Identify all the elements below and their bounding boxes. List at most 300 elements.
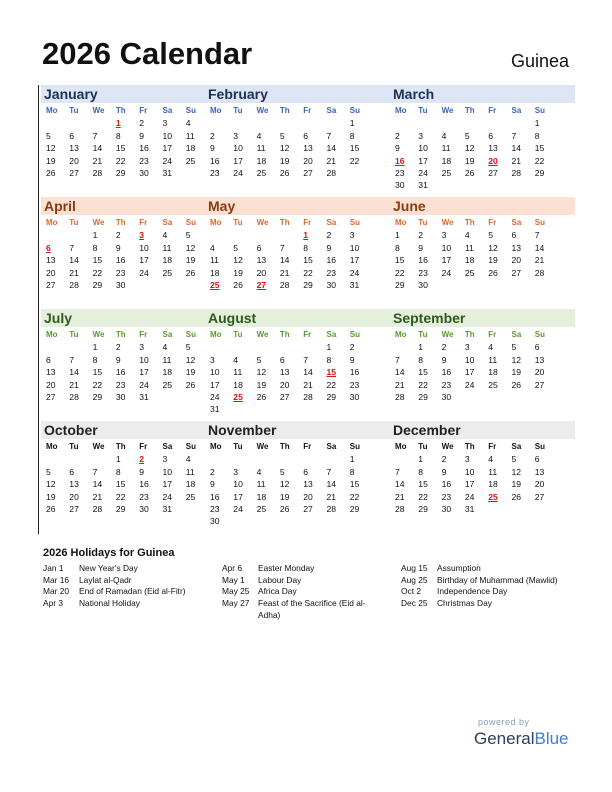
month-name: November — [205, 421, 390, 439]
weekday-label: We — [441, 330, 454, 339]
date-cell: 7 — [92, 466, 98, 477]
date-cell: 29 — [115, 503, 126, 514]
day-grid — [390, 105, 575, 192]
date-cell: 24 — [162, 155, 173, 166]
date-cell: 16 — [418, 255, 428, 266]
holiday-date-label: Jan 1 — [43, 563, 64, 573]
date-cell: 14 — [92, 143, 103, 154]
month-name: May — [205, 197, 390, 215]
holiday-item — [43, 575, 213, 587]
weekday-label: Mo — [46, 218, 58, 227]
date-cell: 20 — [303, 155, 313, 166]
weekday-label: Tu — [69, 106, 79, 115]
date-cell: 14 — [326, 143, 337, 154]
date-cell: 5 — [279, 466, 285, 477]
date-cell: 17 — [139, 255, 149, 266]
date-cell: 8 — [92, 242, 98, 253]
date-cell: 4 — [441, 130, 447, 141]
date-cell: 17 — [210, 379, 220, 390]
empty-cell — [393, 341, 416, 353]
empty-cell — [440, 117, 463, 129]
date-cell: 29 — [326, 391, 337, 402]
holiday-date: 2 — [139, 454, 144, 465]
holiday-date-label: Mar 16 — [43, 574, 70, 585]
date-cell: 27 — [511, 267, 522, 278]
date-cell: 3 — [162, 454, 168, 465]
day-grid — [390, 329, 575, 403]
date-cell: 24 — [464, 379, 475, 390]
date-cell: 7 — [303, 354, 308, 365]
weekday-label: Tu — [233, 442, 243, 451]
date-cell: 19 — [46, 155, 56, 166]
holiday-date: 3 — [139, 230, 144, 241]
holiday-date-label: Aug 25 — [401, 574, 428, 585]
date-cell: 16 — [441, 479, 452, 490]
date-cell: 24 — [139, 379, 149, 390]
date-cell: 3 — [464, 342, 470, 353]
holiday-name: National Holiday — [79, 598, 140, 609]
date-cell: 13 — [256, 255, 267, 266]
month-name: June — [390, 197, 575, 215]
date-cell: 20 — [511, 255, 522, 266]
date-cell: 12 — [233, 255, 243, 266]
date-cell: 26 — [46, 503, 56, 514]
date-cell: 13 — [511, 242, 522, 253]
day-grid — [41, 105, 205, 179]
date-cell: 15 — [534, 143, 545, 154]
date-cell: 11 — [185, 130, 195, 141]
holiday-item — [43, 598, 213, 610]
date-cell: 5 — [511, 342, 517, 353]
date-cell: 29 — [418, 391, 428, 402]
date-cell: 5 — [279, 130, 285, 141]
holiday-date-label: May 27 — [222, 598, 250, 609]
weekday-label: Su — [534, 218, 546, 227]
date-cell: 4 — [488, 342, 493, 353]
date-cell: 1 — [92, 342, 98, 353]
date-cell: 22 — [349, 155, 360, 166]
date-cell: 1 — [534, 118, 540, 129]
empty-cell — [255, 117, 278, 129]
date-cell: 31 — [464, 503, 475, 514]
weekday-label: Sa — [326, 218, 337, 227]
date-cell: 5 — [488, 230, 493, 241]
date-cell: 14 — [279, 255, 290, 266]
date-cell: 29 — [418, 503, 428, 514]
date-cell: 29 — [92, 391, 103, 402]
holiday-name: Labour Day — [258, 574, 302, 585]
date-cell: 26 — [279, 167, 290, 178]
date-cell: 14 — [69, 367, 79, 378]
month-name: September — [390, 309, 575, 327]
date-cell: 7 — [279, 242, 285, 253]
month-name: July — [41, 309, 205, 327]
date-cell: 22 — [92, 267, 103, 278]
date-cell: 1 — [418, 454, 424, 465]
date-cell: 12 — [46, 143, 56, 154]
quarter-row — [39, 421, 575, 533]
weekday-label: Sa — [162, 106, 173, 115]
date-cell: 23 — [210, 503, 220, 514]
date-cell: 17 — [441, 255, 452, 266]
date-cell: 2 — [326, 230, 332, 241]
date-cell: 7 — [395, 354, 400, 365]
holiday-item — [401, 586, 576, 598]
date-cell: 12 — [279, 143, 290, 154]
date-cell: 6 — [279, 354, 285, 365]
weekday-label: We — [92, 442, 105, 451]
empty-cell — [208, 117, 231, 129]
date-cell: 21 — [69, 379, 79, 390]
holiday-date-label: Mar 20 — [43, 586, 70, 597]
holiday-name: Africa Day — [258, 586, 297, 597]
date-cell: 22 — [326, 379, 337, 390]
date-cell: 26 — [464, 167, 475, 178]
date-cell: 18 — [256, 155, 267, 166]
holiday-name: Birthday of Muhammad (Mawlid) — [437, 574, 558, 585]
date-cell: 21 — [534, 255, 545, 266]
month-name: December — [390, 421, 575, 439]
weekday-label: Th — [279, 218, 290, 227]
date-cell: 15 — [92, 367, 103, 378]
weekday-label: Mo — [210, 106, 222, 115]
date-cell: 9 — [139, 466, 144, 477]
empty-cell — [416, 117, 439, 129]
date-cell: 4 — [256, 130, 262, 141]
weekday-label: Mo — [46, 442, 58, 451]
weekday-label: We — [441, 218, 454, 227]
date-cell: 9 — [115, 354, 121, 365]
date-cell: 30 — [210, 516, 220, 527]
date-cell: 20 — [279, 379, 290, 390]
holiday-date: 25 — [233, 391, 243, 402]
date-cell: 31 — [349, 279, 360, 290]
date-cell: 6 — [69, 130, 75, 141]
date-cell: 29 — [395, 279, 405, 290]
date-cell: 24 — [233, 167, 243, 178]
weekday-label: Mo — [46, 330, 58, 339]
date-cell: 14 — [511, 143, 522, 154]
date-cell: 1 — [326, 342, 332, 353]
date-cell: 5 — [185, 230, 191, 241]
weekday-label: We — [92, 106, 105, 115]
date-cell: 18 — [441, 155, 452, 166]
date-cell: 9 — [395, 143, 400, 154]
weekday-label: Mo — [210, 218, 222, 227]
date-cell: 12 — [511, 466, 522, 477]
date-cell: 5 — [511, 454, 517, 465]
empty-cell — [67, 341, 90, 353]
date-cell: 18 — [488, 479, 498, 490]
date-cell: 10 — [349, 242, 360, 253]
date-cell: 20 — [534, 479, 545, 490]
date-cell: 17 — [233, 491, 243, 502]
empty-cell — [208, 229, 231, 241]
weekday-label: Su — [349, 218, 361, 227]
date-cell: 29 — [92, 279, 103, 290]
date-cell: 25 — [162, 379, 173, 390]
date-cell: 11 — [162, 242, 172, 253]
date-cell: 8 — [349, 466, 355, 477]
date-cell: 8 — [115, 466, 121, 477]
weekday-label: Th — [279, 442, 290, 451]
weekday-label: Tu — [69, 442, 79, 451]
weekday-label: We — [256, 442, 269, 451]
date-cell: 14 — [326, 479, 337, 490]
month-name: October — [41, 421, 205, 439]
weekday-label: Su — [349, 106, 361, 115]
date-cell: 23 — [395, 167, 405, 178]
weekday-label: Th — [115, 330, 126, 339]
date-cell: 19 — [279, 491, 290, 502]
weekday-label: Sa — [326, 106, 337, 115]
date-cell: 18 — [162, 367, 173, 378]
date-cell: 30 — [326, 279, 337, 290]
date-cell: 16 — [115, 367, 126, 378]
date-cell: 21 — [326, 155, 337, 166]
date-cell: 24 — [162, 491, 173, 502]
date-cell: 19 — [279, 155, 290, 166]
date-cell: 11 — [210, 255, 219, 266]
date-cell: 3 — [233, 466, 239, 477]
date-cell: 9 — [441, 354, 447, 365]
date-cell: 9 — [418, 242, 424, 253]
empty-cell — [67, 229, 90, 241]
date-cell: 12 — [185, 354, 196, 365]
date-cell: 3 — [441, 230, 447, 241]
holiday-date: 20 — [488, 155, 498, 166]
empty-cell — [208, 453, 231, 465]
date-cell: 12 — [464, 143, 475, 154]
weekday-label: Su — [185, 330, 197, 339]
weekday-label: Fr — [303, 106, 312, 115]
date-cell: 22 — [349, 491, 360, 502]
date-cell: 20 — [69, 155, 79, 166]
month-april — [39, 197, 205, 309]
date-cell: 21 — [326, 491, 337, 502]
weekday-label: We — [256, 330, 269, 339]
date-cell: 21 — [303, 379, 313, 390]
weekday-label: Sa — [511, 106, 522, 115]
date-cell: 27 — [69, 167, 79, 178]
date-cell: 2 — [139, 118, 144, 129]
date-cell: 9 — [349, 354, 355, 365]
date-cell: 2 — [395, 130, 400, 141]
date-cell: 22 — [92, 379, 103, 390]
day-grid — [41, 329, 205, 403]
date-cell: 3 — [464, 454, 470, 465]
date-cell: 12 — [185, 242, 196, 253]
date-cell: 9 — [139, 130, 144, 141]
date-cell: 15 — [303, 255, 313, 266]
date-cell: 19 — [511, 479, 522, 490]
holiday-name: Feast of the Sacrifice (Eid al-Adha) — [258, 598, 366, 620]
date-cell: 11 — [441, 143, 451, 154]
date-cell: 2 — [441, 342, 447, 353]
weekday-label: Th — [279, 330, 290, 339]
date-cell: 31 — [418, 180, 428, 191]
weekday-label: Tu — [69, 218, 79, 227]
holiday-name: Easter Monday — [258, 563, 315, 573]
date-cell: 28 — [511, 167, 522, 178]
date-cell: 4 — [488, 454, 493, 465]
date-cell: 26 — [511, 379, 522, 390]
holiday-date-label: Apr 6 — [222, 563, 243, 573]
weekday-label: Su — [534, 106, 546, 115]
date-cell: 20 — [303, 491, 313, 502]
date-cell: 30 — [418, 279, 428, 290]
date-cell: 17 — [162, 143, 173, 154]
empty-cell — [231, 229, 254, 241]
weekday-label: Fr — [488, 106, 497, 115]
holiday-item — [401, 598, 576, 610]
weekday-label: Th — [115, 442, 126, 451]
date-cell: 14 — [395, 367, 405, 378]
date-cell: 20 — [46, 267, 56, 278]
date-cell: 28 — [303, 391, 313, 402]
date-cell: 7 — [395, 466, 400, 477]
date-cell: 22 — [418, 491, 428, 502]
date-cell: 24 — [210, 391, 220, 402]
date-cell: 14 — [69, 255, 79, 266]
empty-cell — [91, 453, 114, 465]
date-cell: 7 — [534, 230, 540, 241]
weekday-label: Fr — [139, 442, 148, 451]
date-cell: 10 — [162, 130, 173, 141]
weekday-label: Sa — [162, 218, 173, 227]
date-cell: 24 — [464, 491, 475, 502]
date-cell: 14 — [395, 479, 405, 490]
date-cell: 7 — [326, 130, 332, 141]
weekday-label: We — [441, 106, 454, 115]
date-cell: 22 — [534, 155, 545, 166]
date-cell: 25 — [256, 503, 267, 514]
date-cell: 24 — [441, 267, 452, 278]
date-cell: 7 — [92, 130, 98, 141]
date-cell: 13 — [303, 479, 313, 490]
date-cell: 9 — [210, 479, 215, 490]
month-may — [205, 197, 390, 309]
weekday-label: Sa — [511, 442, 522, 451]
holiday-column-2 — [222, 563, 382, 622]
date-cell: 23 — [326, 267, 337, 278]
date-cell: 21 — [395, 491, 405, 502]
date-cell: 27 — [534, 491, 545, 502]
weekday-label: Su — [534, 330, 546, 339]
weekday-label: Sa — [511, 218, 522, 227]
date-cell: 31 — [162, 167, 173, 178]
weekday-label: Tu — [233, 218, 243, 227]
empty-cell — [44, 453, 67, 465]
date-cell: 23 — [441, 379, 452, 390]
date-cell: 11 — [162, 354, 172, 365]
weekday-label: We — [441, 442, 454, 451]
date-cell: 27 — [69, 503, 79, 514]
date-cell: 8 — [349, 130, 355, 141]
holiday-date: 1 — [303, 230, 308, 241]
date-cell: 6 — [511, 230, 517, 241]
generalblue-logo[interactable] — [474, 729, 569, 749]
date-cell: 22 — [418, 379, 428, 390]
weekday-label: Mo — [395, 218, 407, 227]
date-cell: 2 — [349, 342, 355, 353]
empty-cell — [231, 341, 254, 353]
date-cell: 10 — [464, 354, 475, 365]
calendar-grid — [38, 85, 575, 534]
holiday-date-label: Oct 2 — [401, 586, 422, 597]
empty-cell — [231, 117, 254, 129]
empty-cell — [301, 117, 324, 129]
weekday-label: Mo — [395, 106, 407, 115]
date-cell: 17 — [139, 367, 149, 378]
date-cell: 6 — [69, 466, 75, 477]
date-cell: 10 — [233, 143, 243, 154]
date-cell: 11 — [233, 367, 243, 378]
holiday-date: 16 — [395, 155, 405, 166]
date-cell: 18 — [162, 255, 173, 266]
date-cell: 16 — [349, 367, 360, 378]
date-cell: 17 — [233, 155, 243, 166]
date-cell: 6 — [534, 454, 540, 465]
date-cell: 29 — [349, 503, 360, 514]
date-cell: 2 — [210, 466, 215, 477]
weekday-label: Sa — [511, 330, 522, 339]
date-cell: 8 — [395, 242, 400, 253]
date-cell: 6 — [46, 354, 51, 365]
date-cell: 30 — [441, 503, 452, 514]
date-cell: 10 — [441, 242, 452, 253]
date-cell: 15 — [349, 479, 360, 490]
date-cell: 18 — [488, 367, 498, 378]
weekday-label: Th — [464, 330, 475, 339]
holiday-date: 25 — [488, 491, 498, 502]
date-cell: 27 — [279, 391, 290, 402]
date-cell: 27 — [303, 503, 313, 514]
date-cell: 25 — [185, 155, 196, 166]
month-february — [205, 85, 390, 197]
date-cell: 13 — [303, 143, 313, 154]
date-cell: 26 — [511, 491, 522, 502]
weekday-label: Su — [185, 106, 197, 115]
date-cell: 18 — [256, 491, 267, 502]
date-cell: 26 — [46, 167, 56, 178]
date-cell: 10 — [210, 367, 220, 378]
weekday-label: Mo — [210, 330, 222, 339]
date-cell: 4 — [162, 342, 168, 353]
date-cell: 14 — [92, 479, 103, 490]
date-cell: 3 — [139, 342, 144, 353]
month-november — [205, 421, 390, 533]
date-cell: 1 — [115, 454, 121, 465]
empty-cell — [255, 453, 278, 465]
date-cell: 1 — [418, 342, 424, 353]
date-cell: 19 — [185, 367, 196, 378]
date-cell: 13 — [279, 367, 290, 378]
weekday-label: Mo — [395, 442, 407, 451]
date-cell: 27 — [46, 391, 56, 402]
date-cell: 4 — [464, 230, 470, 241]
holiday-date: 15 — [326, 367, 337, 378]
date-cell: 18 — [185, 479, 196, 490]
holiday-name: End of Ramadan (Eid al-Fitr) — [79, 586, 186, 597]
month-name: February — [205, 85, 390, 103]
holiday-date: 25 — [210, 279, 220, 290]
date-cell: 15 — [115, 479, 126, 490]
day-grid — [205, 329, 390, 416]
month-august — [205, 309, 390, 421]
day-grid — [41, 441, 205, 515]
date-cell: 5 — [185, 342, 191, 353]
